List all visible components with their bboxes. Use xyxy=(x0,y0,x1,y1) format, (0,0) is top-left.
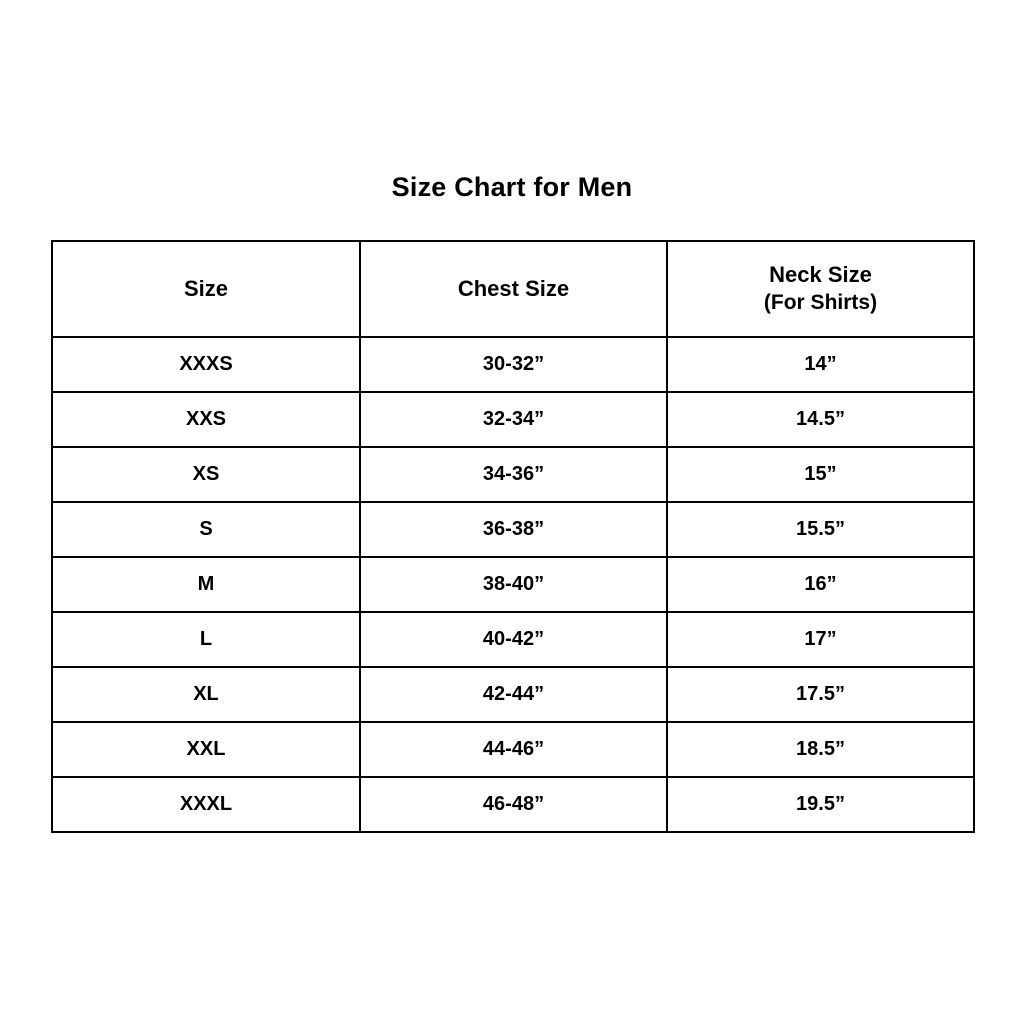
cell-neck-size: 15.5” xyxy=(667,502,974,557)
table-row xyxy=(52,667,974,722)
cell-chest-size: 40-42” xyxy=(360,612,667,667)
table-row xyxy=(52,392,974,447)
cell-size: XXXS xyxy=(52,337,360,392)
cell-neck-size: 17” xyxy=(667,612,974,667)
table-row xyxy=(52,337,974,392)
cell-chest-size: 30-32” xyxy=(360,337,667,392)
table-row xyxy=(52,722,974,777)
cell-size: XL xyxy=(52,667,360,722)
cell-size: L xyxy=(52,612,360,667)
cell-chest-size: 42-44” xyxy=(360,667,667,722)
cell-chest-size: 34-36” xyxy=(360,447,667,502)
cell-size: S xyxy=(52,502,360,557)
column-header-size xyxy=(52,241,360,337)
column-header-chest-size xyxy=(360,241,667,337)
page-title: Size Chart for Men xyxy=(391,172,633,202)
column-header-size-label: Size xyxy=(183,275,229,301)
column-header-chest-size-label: Chest Size xyxy=(457,275,570,301)
cell-size: XXL xyxy=(52,722,360,777)
table-header-row xyxy=(52,241,974,337)
cell-chest-size: 44-46” xyxy=(360,722,667,777)
column-header-neck-size-sublabel: (For Shirts) xyxy=(763,290,878,314)
column-header-neck-size-label: Neck Size xyxy=(769,262,872,288)
cell-neck-size: 14” xyxy=(667,337,974,392)
table-row xyxy=(52,502,974,557)
cell-neck-size: 16” xyxy=(667,557,974,612)
table-row xyxy=(52,612,974,667)
cell-neck-size: 14.5” xyxy=(667,392,974,447)
cell-chest-size: 38-40” xyxy=(360,557,667,612)
cell-size: M xyxy=(52,557,360,612)
table-row xyxy=(52,447,974,502)
cell-chest-size: 36-38” xyxy=(360,502,667,557)
cell-neck-size: 15” xyxy=(667,447,974,502)
cell-size: XS xyxy=(52,447,360,502)
table-row xyxy=(52,777,974,832)
table-row xyxy=(52,557,974,612)
column-header-neck-size xyxy=(667,241,974,337)
cell-chest-size: 46-48” xyxy=(360,777,667,832)
cell-neck-size: 17.5” xyxy=(667,667,974,722)
cell-neck-size: 19.5” xyxy=(667,777,974,832)
size-chart-table xyxy=(51,240,975,833)
cell-size: XXS xyxy=(52,392,360,447)
cell-size: XXXL xyxy=(52,777,360,832)
cell-chest-size: 32-34” xyxy=(360,392,667,447)
cell-neck-size: 18.5” xyxy=(667,722,974,777)
